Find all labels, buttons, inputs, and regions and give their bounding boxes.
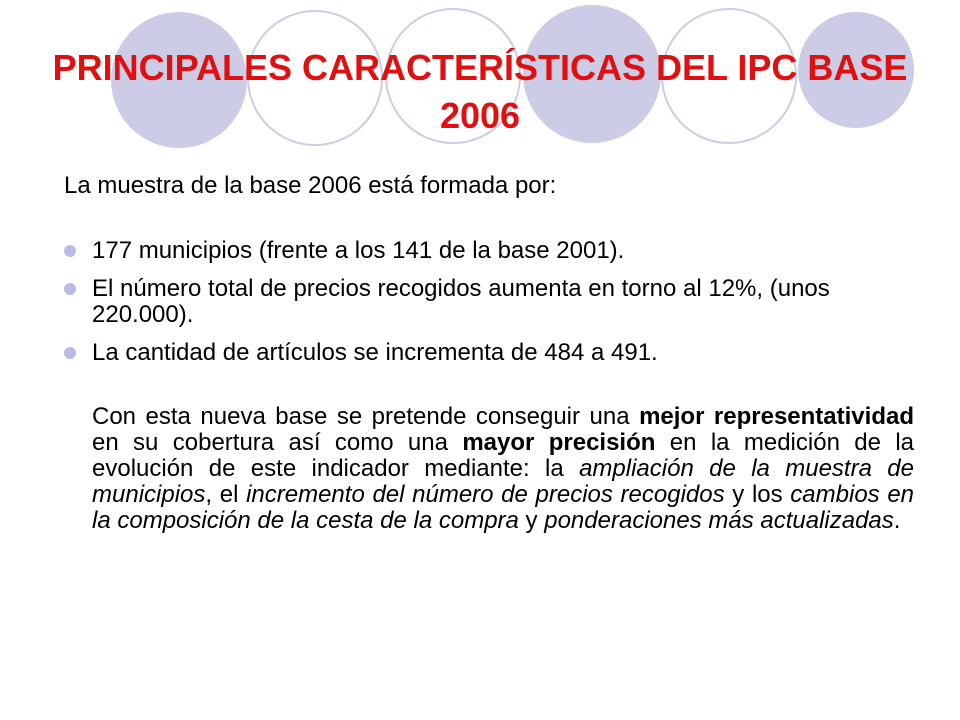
para-italic-text: ampliación de la muestra de municipios xyxy=(92,455,914,508)
para-italic-text: cambios en la composición de la cesta de la compra xyxy=(92,481,915,534)
para-italic-text: ponderaciones más actualizadas xyxy=(544,507,894,534)
para-text: en su cobertura así como una xyxy=(92,429,463,456)
bullet-dot-icon xyxy=(64,347,76,359)
para-text: Con esta nueva base se pretende conseguir una xyxy=(92,403,640,430)
bullet-item xyxy=(64,238,914,264)
bullet-dot-icon xyxy=(64,245,76,257)
intro-text: La muestra de la base 2006 está formada por: xyxy=(64,172,557,199)
para-bold-text: mayor precisión xyxy=(462,429,656,456)
slide-title: PRINCIPALES CARACTERÍSTICAS DEL IPC BASE 2006 xyxy=(52,47,908,136)
bullet-item xyxy=(64,340,914,366)
slide-content xyxy=(64,170,914,534)
bullet-item xyxy=(64,276,914,328)
bullet-text: El número total de precios recogidos aumenta en torno al 12%, (unos 220.000). xyxy=(92,275,830,328)
para-text: en la medición de la evolución de este indicador mediante: la xyxy=(92,429,915,482)
summary-paragraph xyxy=(92,404,914,534)
para-text: y xyxy=(518,507,545,534)
para-text: , el xyxy=(205,481,247,508)
para-text: . xyxy=(893,507,901,534)
para-italic-text: incremento del número de precios recogidos xyxy=(246,481,725,508)
para-bold-text: mejor representatividad xyxy=(639,403,914,430)
bullet-list xyxy=(64,238,914,366)
bullet-text: La cantidad de artículos se incrementa de 484 a 491. xyxy=(92,339,658,366)
bullet-text: 177 municipios (frente a los 141 de la base 2001). xyxy=(92,237,625,264)
bullet-dot-icon xyxy=(64,283,76,295)
para-text: y los xyxy=(724,481,791,508)
